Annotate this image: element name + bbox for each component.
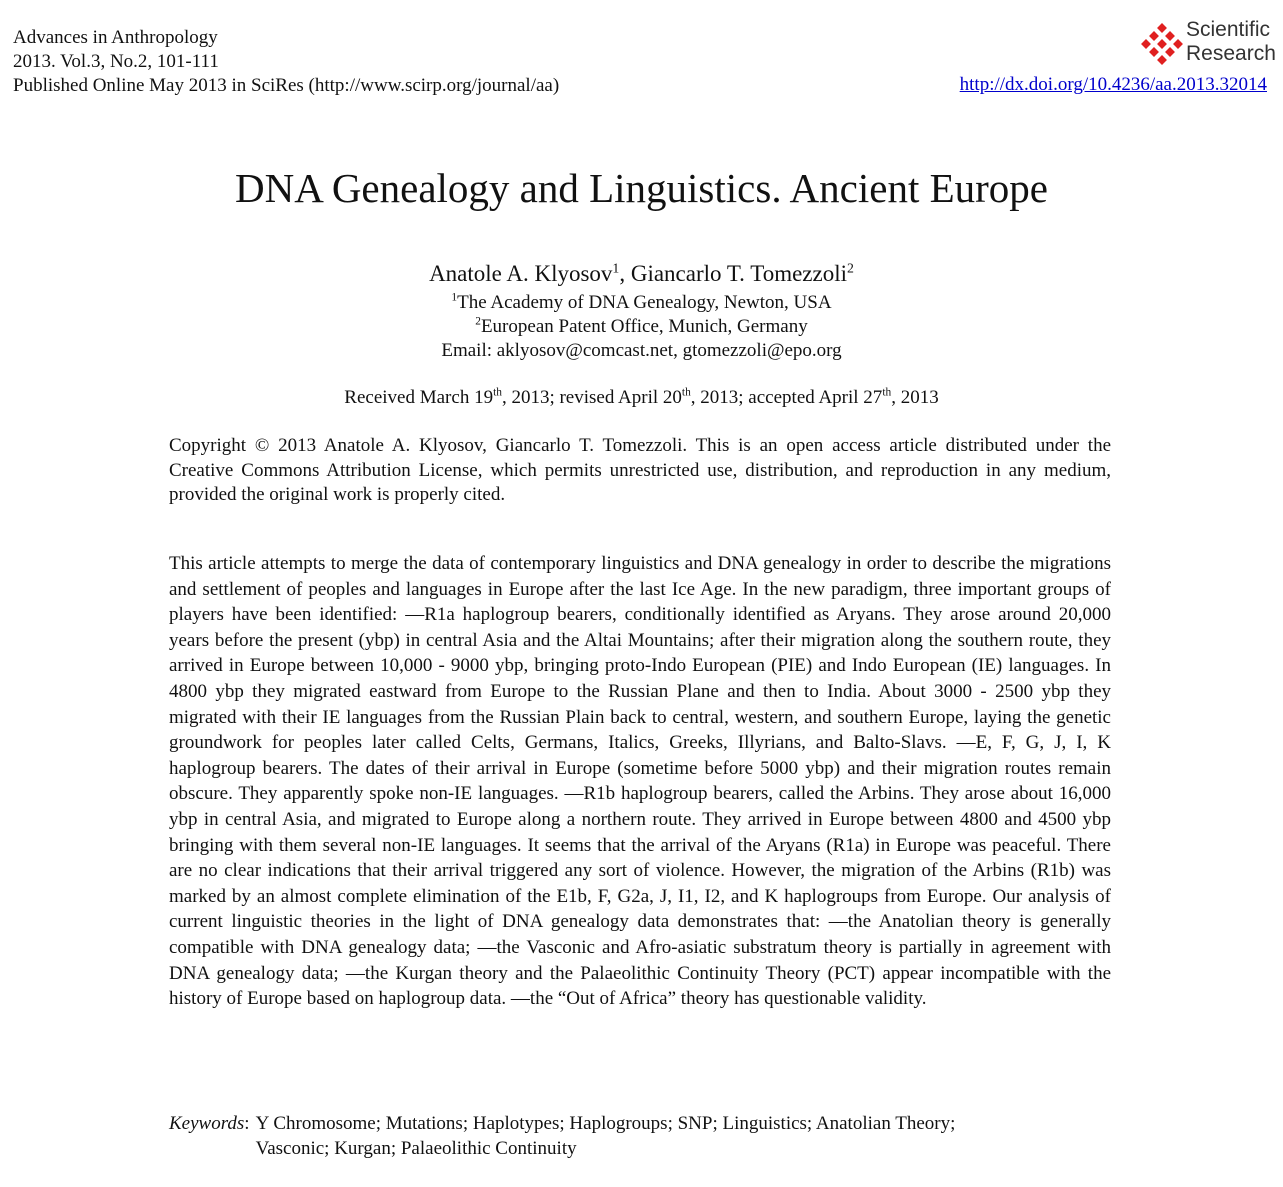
affiliation-2-text: European Patent Office, Munich, Germany (480, 316, 808, 337)
logo-diamond (1165, 47, 1175, 57)
logo-line-1: Scientific (1186, 18, 1271, 41)
author-separator: , (619, 261, 631, 286)
keywords-line-1: Y Chromosome; Mutations; Haplotypes; Haplogroups; SNP; Linguistics; Anatolian Theory; (255, 1113, 956, 1134)
author-1: Anatole A. Klyosov (429, 261, 613, 286)
accepted-suffix: , 2013 (891, 387, 939, 408)
logo-diamond (1149, 47, 1159, 57)
logo-line-2: Research (1186, 42, 1276, 65)
keywords-line-2: Vasconic; Kurgan; Palaeolithic Continuity (255, 1138, 577, 1159)
affiliation-2-sup: 2 (475, 315, 481, 328)
logo-diamond (1149, 31, 1159, 41)
logo-diamond (1157, 39, 1167, 49)
journal-published: Published Online May 2013 in SciRes (http://www.scirp.org/journal/aa) (13, 75, 560, 96)
scientific-research-logo (1140, 18, 1276, 68)
dates-line (0, 385, 1283, 411)
paper-title: DNA Genealogy and Linguistics. Ancient Europe (235, 165, 1048, 211)
author-line (0, 258, 1283, 290)
email-line: Email: aklyosov@comcast.net, gtomezzoli@epo.org (441, 340, 842, 361)
affiliation-1-text: The Academy of DNA Genealogy, Newton, USA (457, 292, 832, 313)
keywords (169, 1111, 1111, 1161)
logo-diamond (1141, 39, 1151, 49)
affiliation-1 (0, 291, 1283, 315)
journal-volume: 2013. Vol.3, No.2, 101-111 (13, 51, 219, 72)
keywords-colon: : (244, 1113, 250, 1134)
received-prefix: Received March 19 (344, 387, 494, 408)
received-suffix: , 2013; revised April 20 (501, 387, 682, 408)
abstract-text: This article attempts to merge the data of contemporary linguistics and DNA genealogy in order to describe the migrations and settlement of peoples and languages in Europe after the last Ice Age. In the new paradigm, three important groups of players have been identified: —R1a haplogroup bearers, conditionally identified as Aryans. They arose around 20,000 years before the present (ybp) in central Asia and the Altai Mountains; after their migration along the southern route, they arrived in Europe between 10,000 - 9000 ybp, bringing proto-Indo European (PIE) and Indo European (IE) languages. In 4800 ybp they migrated eastward from Europe to the Russian Plane and then to India. About 3000 - 2500 ybp they migrated with their IE languages from the Russian Plain back to central, western, and southern Europe, laying the genetic groundwork for peoples later called Celts, Germans, Italics, Greeks, Illyrians, and Balto-Slavs. —E, F, G, J, I, K haplogroup bearers. The dates of their arrival in Europe (sometime before 5000 ybp) and their migration routes remain obscure. They apparently spoke non-IE languages. —R1b haplogroup bearers, called the Arbins. They arose about 16,000 ybp in central Asia, and migrated to Europe along a northern route. They arrived in Europe between 4800 and 4500 ybp bringing with them several non-IE languages. It seems that the arrival of the Aryans (R1a) in Europe was peaceful. There are no clear indications that their arrival triggered any sort of violence. However, the migration of the Arbins (R1b) was marked by an almost complete elimination of the E1b, F, G2a, J, I1, I2, and K haplogroups from Europe. Our analysis of current linguistic theories in the light of DNA genealogy data demonstrates that: —the Anatolian theory is generally compatible with DNA genealogy data; —the Vasconic and Afro-asiatic substratum theory is partially in agreement with DNA genealogy data; —the Kurgan theory and the Palaeolithic Continuity Theory (PCT) appear incompatible with the history of Europe based on haplogroup data. —the “Out of Africa” theory has questionable validity. (169, 553, 1111, 1010)
keywords-label: Keywords: (169, 1113, 250, 1134)
author-1-sup: 1 (612, 260, 620, 276)
copyright-notice: Copyright © 2013 Anatole A. Klyosov, Giancarlo T. Tomezzoli. This is an open access article distributed under the Creative Commons Attribution License, which permits unrestricted use, distribution, and reproduction in any medium, provided the original work is properly cited. (169, 435, 1111, 505)
logo-diamond-icon (1140, 22, 1184, 66)
revised-sup: th (681, 386, 691, 399)
journal-name: Advances in Anthropology (13, 27, 218, 48)
doi-link[interactable]: http://dx.doi.org/10.4236/aa.2013.32014 (959, 74, 1267, 95)
received-sup: th (493, 386, 502, 399)
accepted-sup: th (882, 386, 892, 399)
author-2: Giancarlo T. Tomezzoli (630, 261, 848, 286)
affiliation-2 (0, 315, 1283, 339)
logo-diamond (1165, 31, 1175, 41)
revised-suffix: , 2013; accepted April 27 (690, 387, 883, 408)
journal-header (13, 26, 559, 98)
logo-diamond (1173, 39, 1183, 49)
logo-diamond (1157, 55, 1167, 65)
author-2-sup: 2 (847, 260, 854, 276)
affiliation-1-sup: 1 (451, 291, 458, 304)
logo-diamond (1157, 23, 1167, 33)
